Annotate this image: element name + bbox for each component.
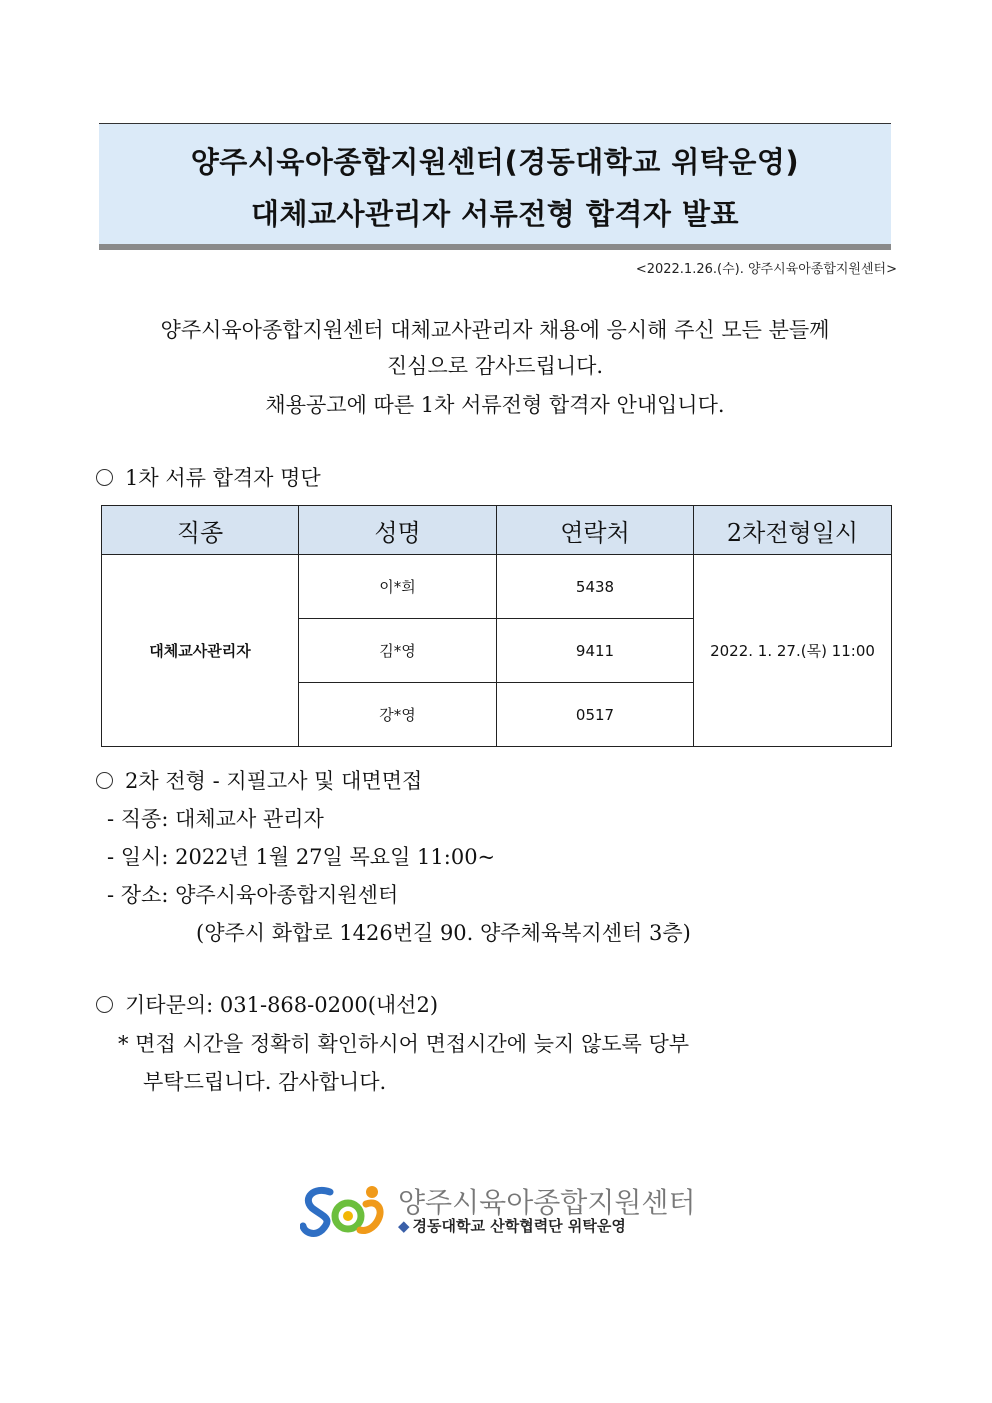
title-banner [99, 123, 891, 250]
name-cell: 김*영 [299, 619, 497, 683]
job-cell: 대체교사관리자 [102, 555, 299, 747]
center-logo [300, 1180, 700, 1240]
header-schedule: 2차전형일시 [694, 506, 892, 555]
contact-cell: 9411 [497, 619, 694, 683]
section-3-heading-text: 기타문의: 031-868-0200(내선2) [125, 993, 439, 1017]
title-line-1: 양주시육아종합지원센터(경동대학교 위탁운영) [190, 145, 800, 179]
section-2-address: (양주시 화합로 1426번길 90. 양주체육복지센터 3층) [196, 921, 691, 945]
name-cell: 강*영 [299, 683, 497, 747]
intro-line-3: 채용공고에 따른 1차 서류전형 합격자 안내입니다. [265, 393, 725, 417]
table-header-row [102, 506, 892, 555]
intro-line-1: 양주시육아종합지원센터 대체교사관리자 채용에 응시해 주신 모든 분들께 [160, 318, 830, 342]
section-3-note-1: * 면접 시간을 정확히 확인하시어 면접시간에 늦지 않도록 당부 [118, 1032, 690, 1056]
header-job: 직종 [102, 506, 299, 555]
header-contact: 연락처 [497, 506, 694, 555]
circle-bullet-icon [96, 772, 113, 789]
section-2-heading [96, 765, 422, 795]
contact-cell: 0517 [497, 683, 694, 747]
section-2-heading-text: 2차 전형 - 지필고사 및 대면면접 [125, 769, 423, 793]
schedule-cell: 2022. 1. 27.(목) 11:00 [694, 555, 892, 747]
section-2-job: - 직종: 대체교사 관리자 [107, 807, 324, 831]
announcement-date: <2022.1.26.(수). 양주시육아종합지원센터> [635, 262, 897, 277]
circle-bullet-icon [96, 469, 113, 486]
circle-bullet-icon [96, 996, 113, 1013]
title-line-2: 대체교사관리자 서류전형 합격자 발표 [250, 197, 739, 231]
intro-line-2: 진심으로 감사드립니다. [386, 354, 604, 378]
center-logo-subtitle-text: 경동대학교 산학협력단 위탁운영 [412, 1217, 626, 1235]
name-cell: 이*희 [299, 555, 497, 619]
section-3-note-2: 부탁드립니다. 감사합니다. [143, 1070, 387, 1094]
table-row [102, 555, 892, 619]
contact-cell: 5438 [497, 555, 694, 619]
section-1-heading [96, 462, 321, 492]
center-logo-name: 양주시육아종합지원센터 [398, 1186, 696, 1219]
section-1-heading-text: 1차 서류 합격자 명단 [125, 466, 321, 490]
university-seal-icon: ◆ [398, 1217, 410, 1235]
center-logo-subtitle [398, 1215, 626, 1236]
center-logo-mark-icon [300, 1180, 392, 1240]
pass-list-table [101, 505, 892, 747]
section-3-heading [96, 989, 438, 1019]
section-2-datetime: - 일시: 2022년 1월 27일 목요일 11:00~ [107, 845, 496, 869]
section-2-place: - 장소: 양주시육아종합지원센터 [107, 883, 399, 907]
header-name: 성명 [299, 506, 497, 555]
